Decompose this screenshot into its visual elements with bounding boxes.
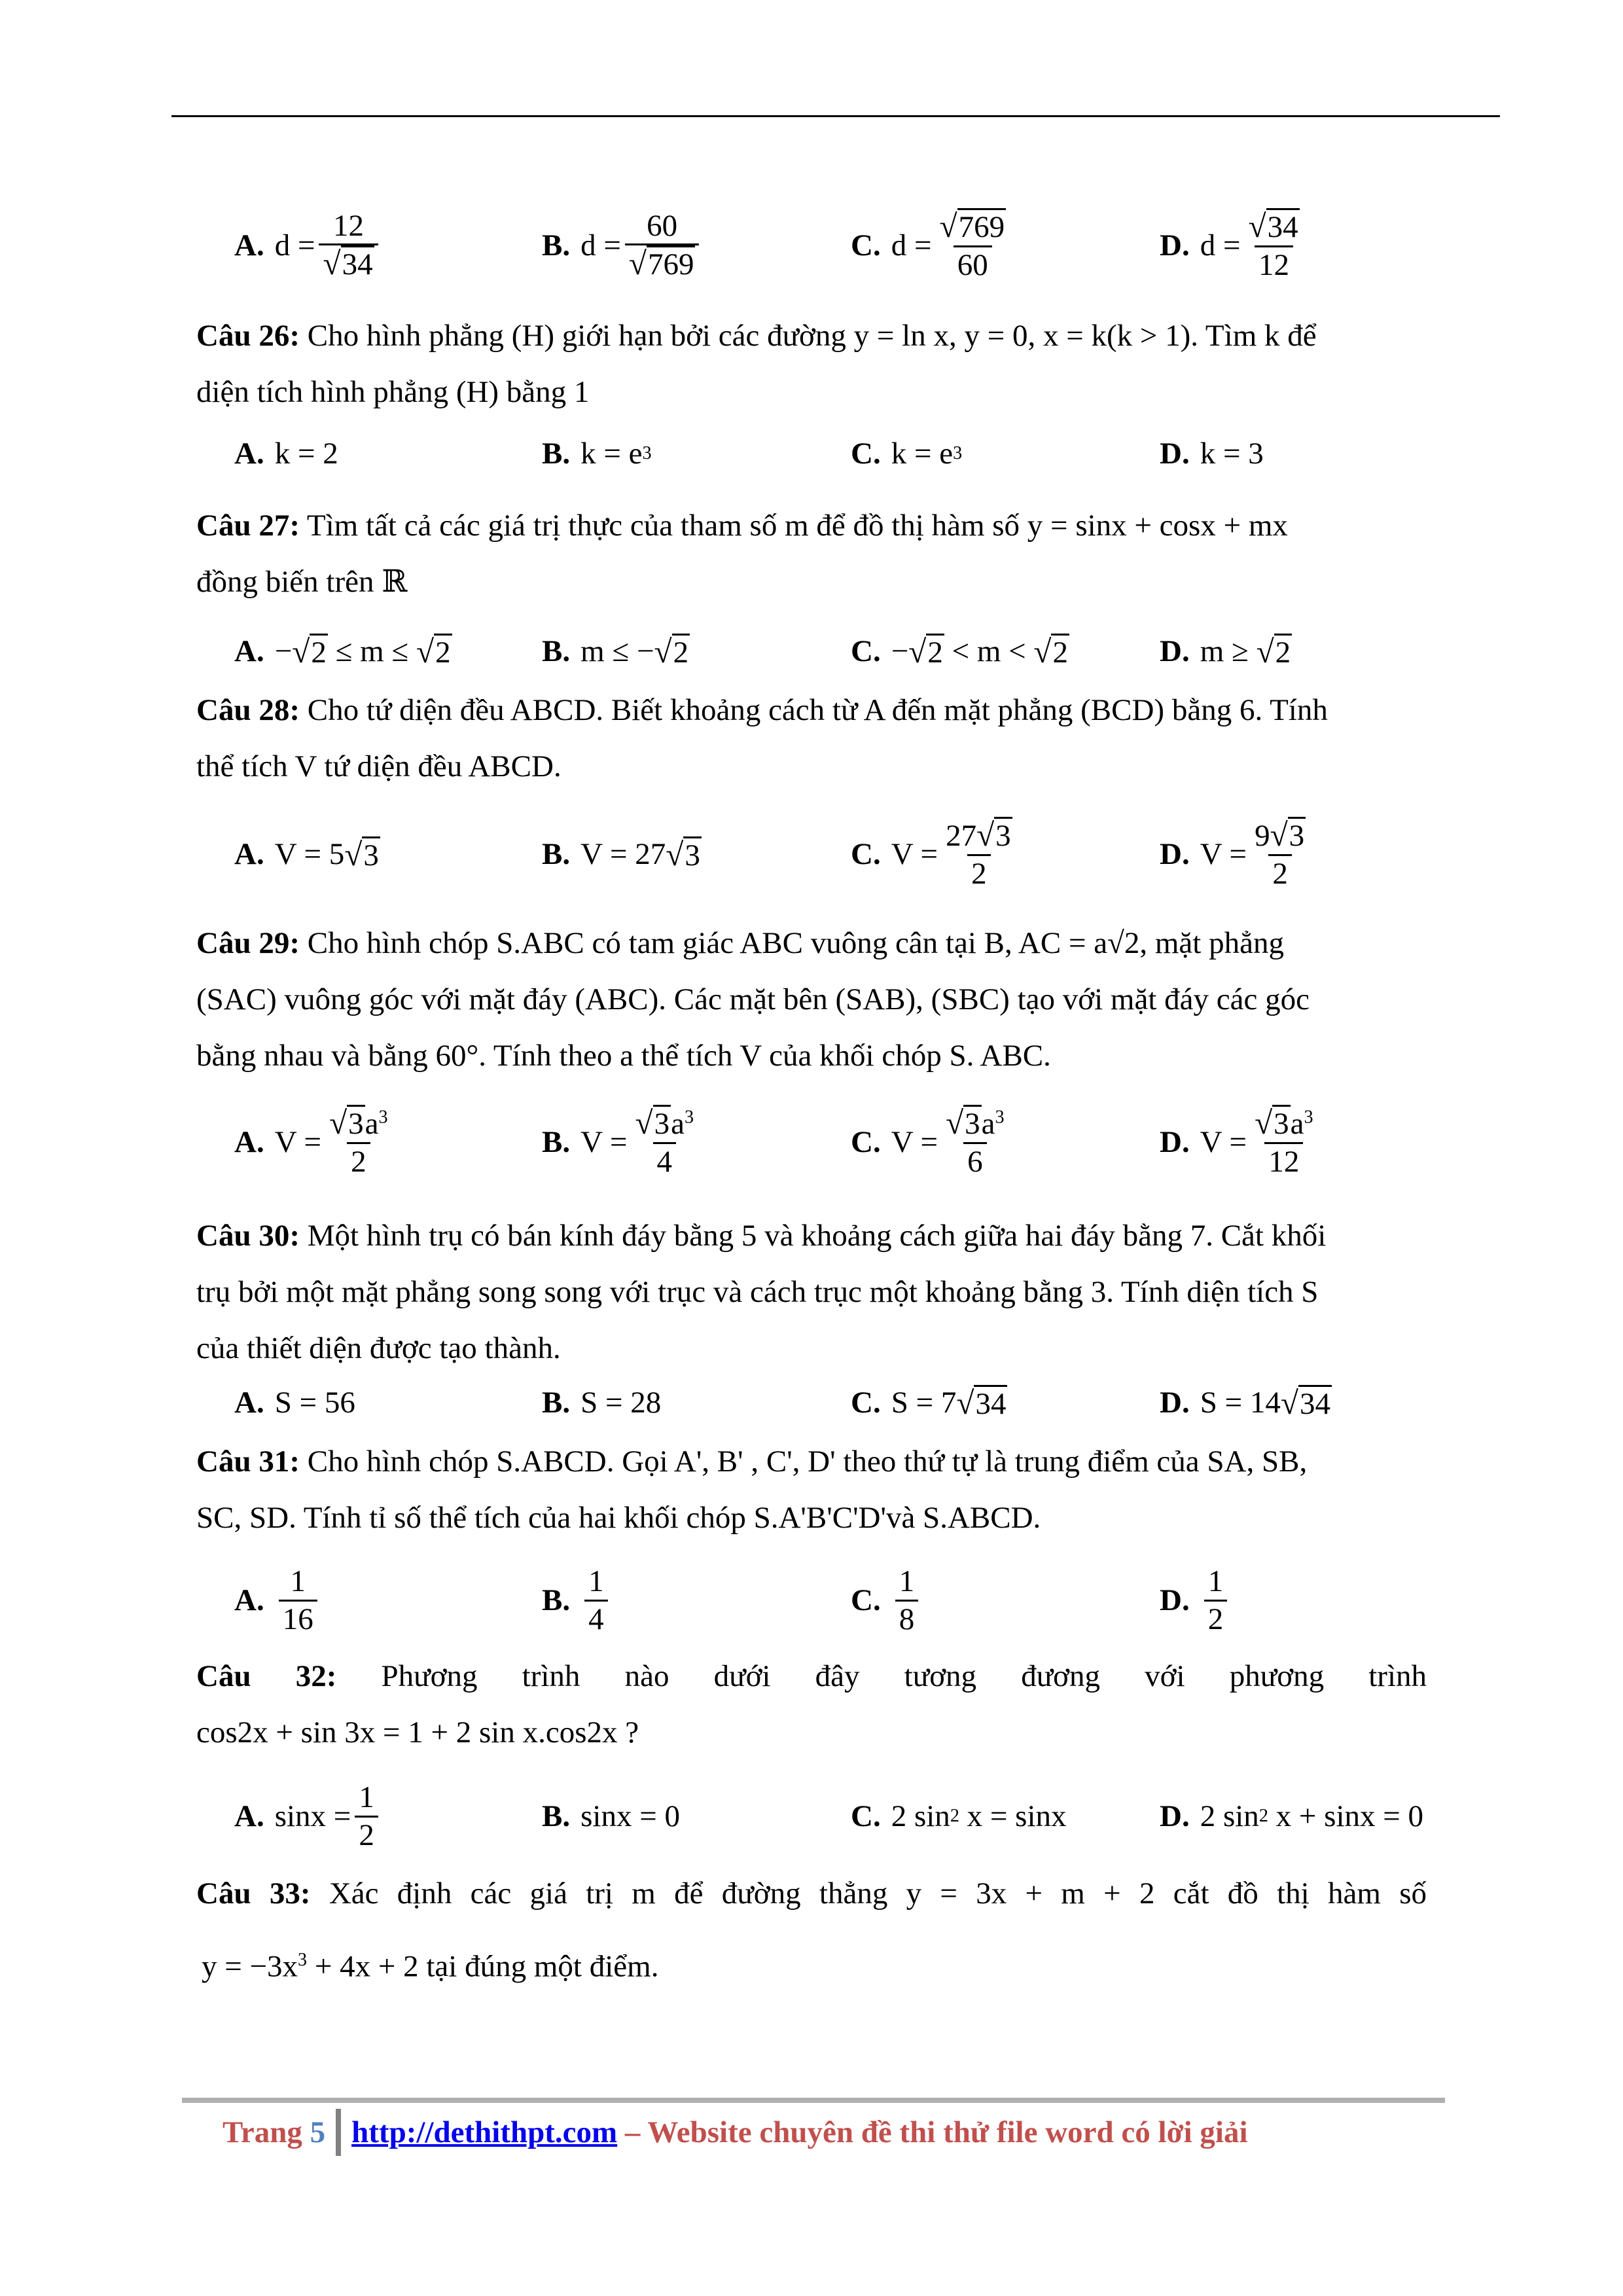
q27-option-a: A. − √2 ≤ m ≤ √2 xyxy=(234,633,451,670)
q25-options xyxy=(234,196,1452,295)
q25-option-c: C. d = $\frac{√769}{60}$ xyxy=(851,208,1005,282)
q32-option-a: A. sinx = $\frac{1}{2}$ xyxy=(234,1767,382,1865)
q29-option-c: C. V = $\frac{√3a^3}{6}$ xyxy=(851,1105,1005,1179)
footer-link[interactable]: http://dethithpt.com xyxy=(351,2115,618,2149)
footer-page-label: Trang xyxy=(223,2115,302,2149)
q31-option-c: C. $\frac{1}{8}$ xyxy=(851,1551,922,1649)
question-31: Câu 31: Cho hình chóp S.ABCD. Gọi A', B' , C', D' theo thứ tự là trung điểm của SA, SB, SC, SD. Tính tỉ số thể tích của hai khối chóp S.A'B'C'D'và S.ABCD. xyxy=(196,1444,1308,1535)
q25-option-d: D. d = $\frac{√34}{12}$ xyxy=(1160,208,1298,282)
q31-option-a: A. $\frac{1}{16}$ xyxy=(234,1551,321,1649)
question-27: Câu 27: Tìm tất cả các giá trị thực của tham số m để đồ thị hàm số y = sinx + cosx + mx đồng biến trên ℝ xyxy=(196,509,1288,599)
header-rule xyxy=(171,115,1500,117)
q30-option-c: C. S = 7 √34 xyxy=(851,1384,1007,1421)
question-29: Câu 29: Cho hình chóp S.ABC có tam giác ABC vuông cân tại B, AC = a√2, mặt phẳng (SAC) vuông góc với mặt đáy (ABC). Các mặt bên (SAB), (SBC) tạo với mặt đáy các góc bằng nhau và bằng 60°. Tính theo a thể tích V của khối chóp S. ABC. xyxy=(196,926,1310,1073)
q29-option-b: B. V = $\frac{√3a^3}{4}$ xyxy=(542,1105,694,1179)
q30-option-d: D. S = 14 √34 xyxy=(1160,1384,1330,1421)
q32-option-b: B. sinx = 0 xyxy=(542,1799,680,1833)
q31-option-d: D. $\frac{1}{2}$ xyxy=(1160,1551,1231,1649)
question-33: Câu 33: Xác định các giá trị m để đường thẳng y = 3x + m + 2 cắt đồ thị hàm số xyxy=(196,1876,1427,1910)
q30-option-b: B. S = 28 xyxy=(542,1386,662,1420)
q29-options xyxy=(234,1093,1452,1191)
q25-option-a: A. d = $\frac{12}{√34}$ xyxy=(234,196,382,295)
q29-option-a: A. V = $\frac{√3a^3}{2}$ xyxy=(234,1105,388,1179)
question-33-function: $y = -3x^3 + 4x + 2$ tại đúng một điểm. xyxy=(202,1949,659,1984)
page-footer xyxy=(223,2109,1248,2156)
question-32-equation: cos2x + sin 3x = 1 + 2 sin x.cos2x ? xyxy=(196,1715,639,1749)
footer-divider xyxy=(336,2109,341,2156)
q27-option-c: C. − √2 < m < √2 xyxy=(851,633,1068,670)
q27-option-d: D. m ≥ √2 xyxy=(1160,633,1291,670)
footer-rule xyxy=(182,2098,1445,2103)
footer-tagline: – Website chuyên đề thi thử file word có lời giải xyxy=(617,2115,1248,2149)
question-30: Câu 30: Một hình trụ có bán kính đáy bằng 5 và khoảng cách giữa hai đáy bằng 7. Cắt khối trụ bởi một mặt phẳng song song với trục và cách trục một khoảng bằng 3. Tính diện tích S của thiết diện được tạo thành. xyxy=(196,1219,1327,1365)
q32-option-d: D. 2 sin 2 x + sinx = 0 xyxy=(1160,1799,1424,1833)
q27-options xyxy=(234,615,1452,687)
q29-option-d: D. V = $\frac{√3a^3}{12}$ xyxy=(1160,1105,1313,1179)
q27-option-b: B. m ≤ − √2 xyxy=(542,633,689,670)
q32-option-c: C. 2 sin 2 x = sinx xyxy=(851,1799,1067,1833)
q32-options xyxy=(234,1767,1452,1865)
question-28: Câu 28: Cho tứ diện đều ABCD. Biết khoảng cách từ A đến mặt phẳng (BCD) bằng 6. Tính thể tích V tứ diện đều ABCD. xyxy=(196,693,1328,783)
q26-option-b: B. k = e 3 xyxy=(542,437,652,471)
q28-option-b: B. V = 27 √3 xyxy=(542,836,700,872)
q26-option-c: C. k = e 3 xyxy=(851,437,963,471)
q26-option-d: D. k = 3 xyxy=(1160,437,1264,471)
question-32: Câu 32: Phương trình nào dưới đây tương đương với phương trình xyxy=(196,1659,1427,1693)
q31-options xyxy=(234,1551,1452,1649)
q25-option-b: B. d = $\frac{60}{√769}$ xyxy=(542,196,703,295)
q30-option-a: A. S = 56 xyxy=(234,1386,355,1420)
q28-options xyxy=(234,805,1452,903)
q28-option-a: A. V = 5 √3 xyxy=(234,836,379,872)
footer-page-number: 5 xyxy=(310,2115,326,2149)
q28-option-c: C. V = $\frac{27√3}{2}$ xyxy=(851,817,1011,891)
q31-option-b: B. $\frac{1}{4}$ xyxy=(542,1551,612,1649)
question-26: Câu 26: Cho hình phẳng (H) giới hạn bởi các đường y = ln x, y = 0, x = k(k > 1). Tìm k để diện tích hình phẳng (H) bằng 1 xyxy=(196,319,1317,409)
q30-options xyxy=(234,1367,1452,1439)
q26-options xyxy=(234,418,1452,490)
q28-option-d: D. V = $\frac{9√3}{2}$ xyxy=(1160,817,1305,891)
q26-option-a: A. k = 2 xyxy=(234,437,338,471)
